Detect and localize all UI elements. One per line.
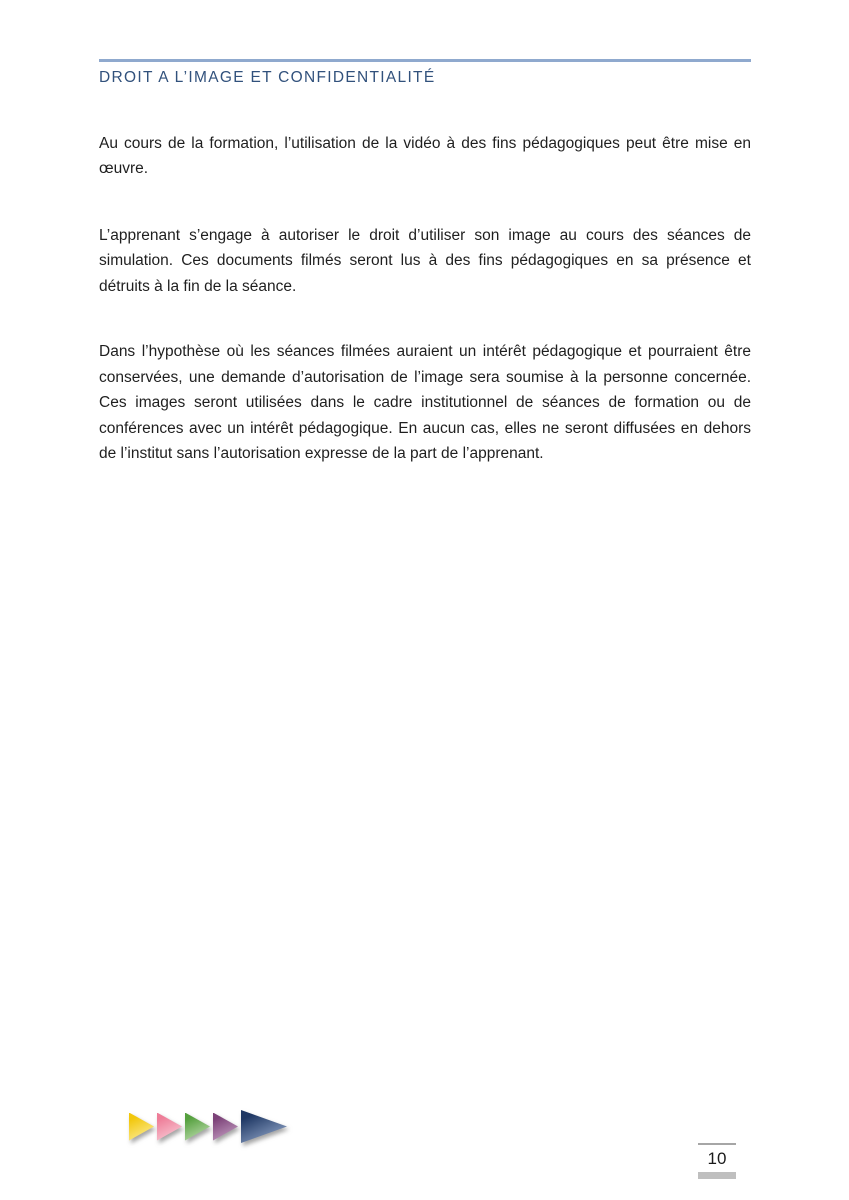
paragraph-learner-consent: L’apprenant s’engage à autoriser le droit d’utiliser son image au cours des séances de simulation. Ces documents filmés seront lus à des fins pédagogiques en sa présence et détruits à la fin de la séance.: [99, 226, 751, 295]
logo-triangle-pink: [157, 1113, 182, 1141]
heading-top-rule: [99, 59, 751, 62]
page-title: DROIT A L’IMAGE ET CONFIDENTIALITÉ: [99, 68, 436, 86]
page-number-block: [698, 1143, 736, 1179]
logo-triangle-green: [185, 1113, 210, 1141]
logo-triangle-blue: [241, 1110, 287, 1143]
page-number: 10: [707, 1149, 727, 1168]
institute-logo: [129, 1110, 287, 1143]
logo-triangle-yellow: [129, 1113, 154, 1141]
paragraph-video-usage: Au cours de la formation, l’utilisation de la vidéo à des fins pédagogiques peut être mise en œuvre.: [99, 134, 751, 177]
paragraph-image-authorization: Dans l’hypothèse où les séances filmées auraient un intérêt pédagogique et pourraient être conservées, une demande d’autorisation de l’image sera soumise à la personne concernée. Ces images seront utilisées dans le cadre institutionnel de séances de formation ou de conférences avec un intérêt pédagogique. En aucun cas, elles ne seront diffusées en dehors de l’institut sans l’autorisation expresse de la part de l’apprenant.: [99, 343, 751, 462]
page-content: [99, 0, 751, 467]
page-number-bottom-rule: [698, 1172, 736, 1179]
logo-triangle-purple: [213, 1113, 238, 1141]
